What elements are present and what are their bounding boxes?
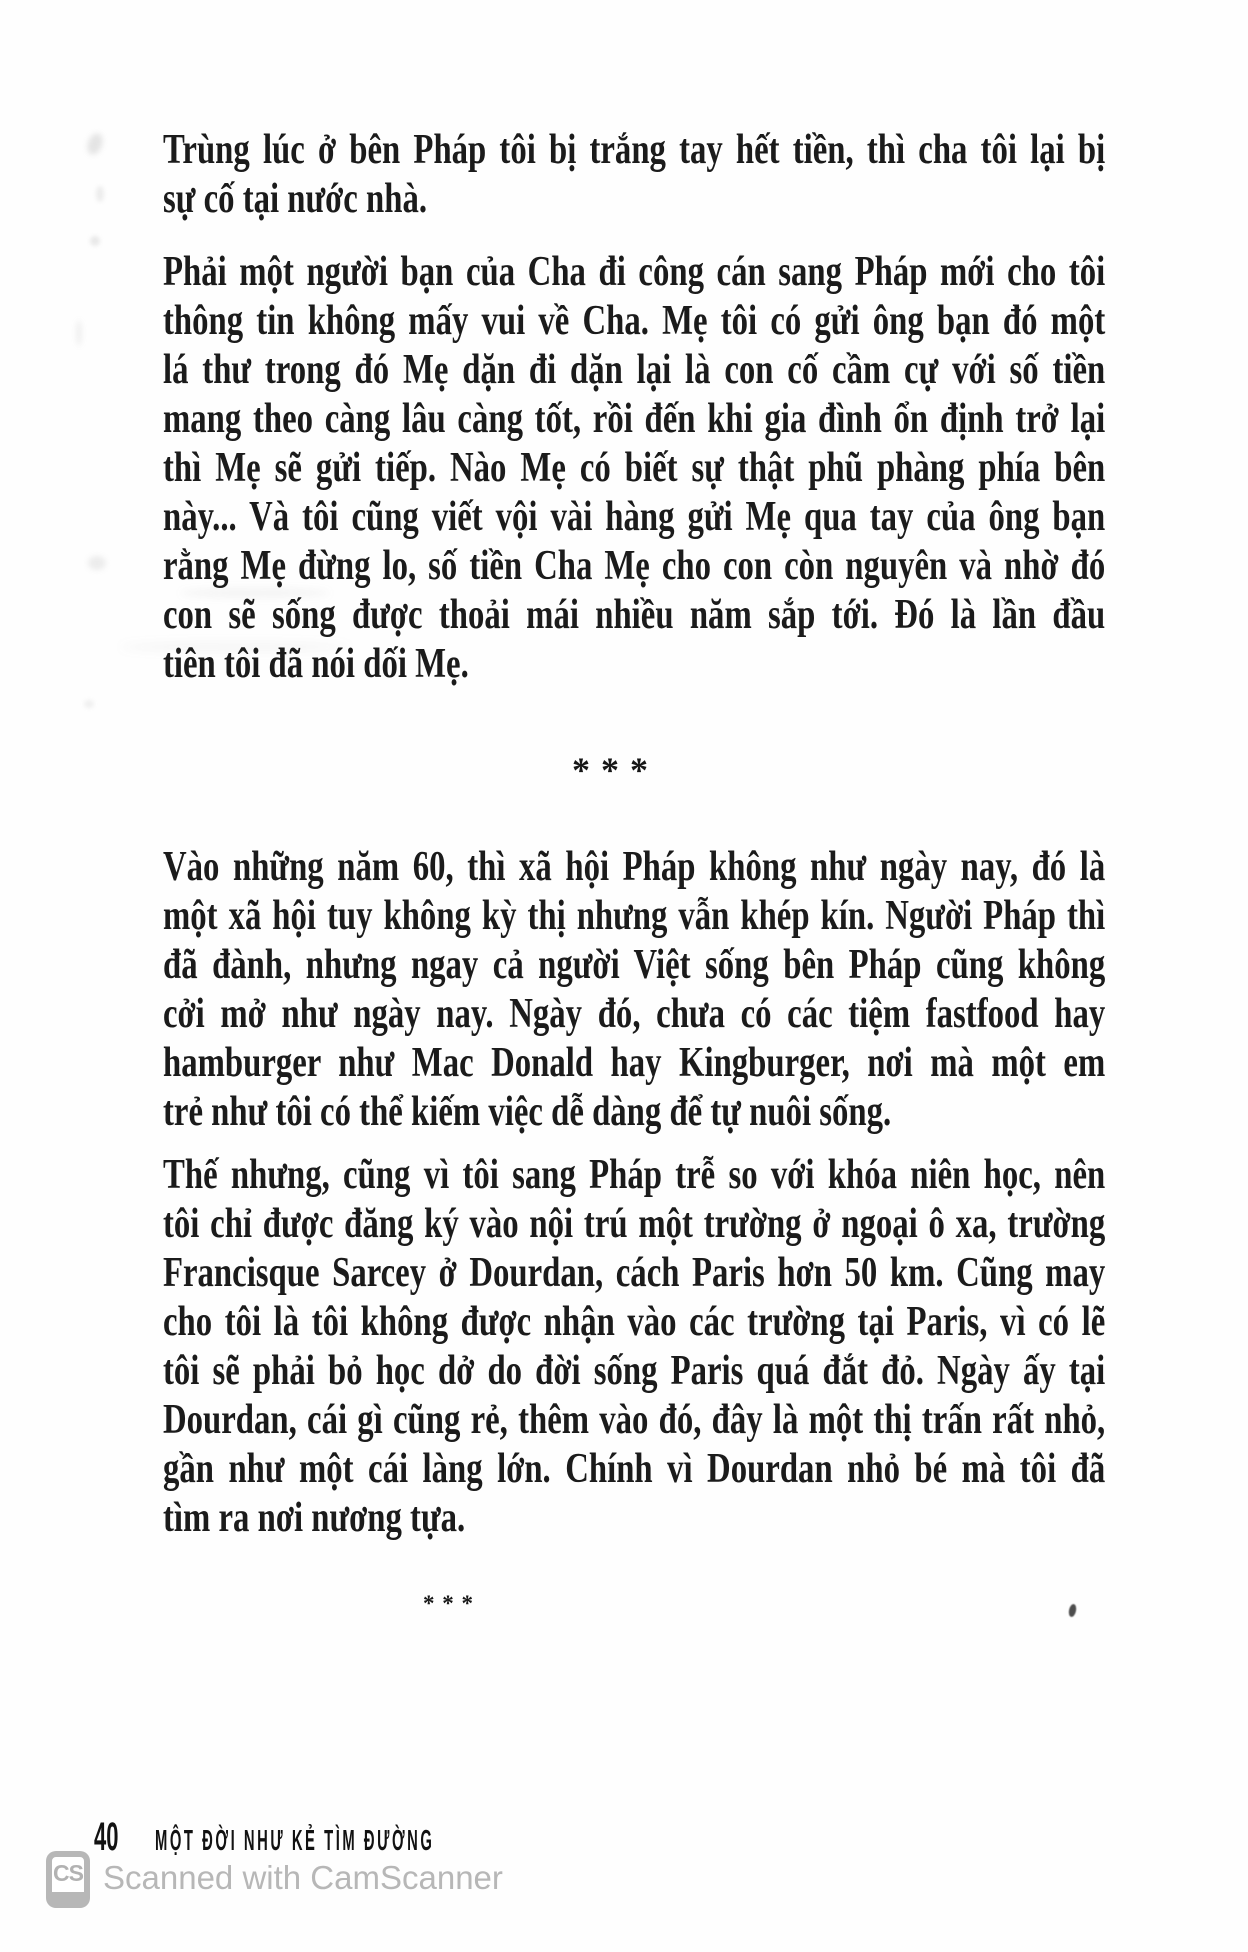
scan-artifact [76, 320, 82, 346]
text-line: con sẽ sống được thoải mái nhiều năm sắp tới. Đó là lần đầu [163, 592, 1106, 638]
page-number: 40 [94, 1815, 119, 1859]
text-line: cởi mở như ngày nay. Ngày đó, chưa có các tiệm fastfood hay [163, 991, 1106, 1037]
text-line: thì Mẹ sẽ gửi tiếp. Nào Mẹ có biết sự thật phũ phàng phía bên [163, 445, 1106, 491]
text-line: cho tôi là tôi không được nhận vào các trường tại Paris, vì có lẽ [163, 1299, 1106, 1345]
text-line: Trùng lúc ở bên Pháp tôi bị trắng tay hết tiền, thì cha tôi lại bị [163, 127, 1106, 173]
section-separator-asterisks: * * * [423, 1591, 474, 1616]
text-line: tôi chỉ được đăng ký vào nội trú một trường ở ngoại ô xa, trường [163, 1201, 1106, 1247]
text-line: Vào những năm 60, thì xã hội Pháp không như ngày nay, đó là [163, 844, 1106, 890]
scan-artifact [85, 131, 106, 156]
text-line: Phải một người bạn của Cha đi công cán sang Pháp mới cho tôi [163, 249, 1106, 295]
text-line: Thế nhưng, cũng vì tôi sang Pháp trễ so với khóa niên học, nên [163, 1152, 1106, 1198]
scan-artifact [88, 556, 106, 570]
scan-artifact [84, 700, 94, 708]
scan-artifact [90, 236, 100, 246]
text-line: mang theo càng lâu càng tốt, rồi đến khi gia đình ổn định trở lại [163, 396, 1106, 442]
text-line: tiên tôi đã nói dối Mẹ. [163, 641, 469, 687]
text-line: này... Và tôi cũng viết vội vài hàng gửi Mẹ qua tay của ông bạn [163, 494, 1106, 540]
camscanner-watermark-label: Scanned with CamScanner [103, 1859, 503, 1896]
text-line: thông tin không mấy vui về Cha. Mẹ tôi có gửi ông bạn đó một [163, 298, 1106, 344]
text-line: trẻ như tôi có thể kiếm việc dễ dàng để tự nuôi sống. [163, 1089, 892, 1135]
text-line: một xã hội tuy không kỳ thị nhưng vẫn khép kín. Người Pháp thì [163, 893, 1106, 939]
text-line: đã đành, nhưng ngay cả người Việt sống bên Pháp cũng không [163, 942, 1106, 988]
scan-artifact [96, 186, 104, 202]
paragraph [163, 248, 1248, 689]
paragraph [163, 843, 1248, 1137]
text-line: tôi sẽ phải bỏ học dở do đời sống Paris quá đắt đỏ. Ngày ấy tại [163, 1348, 1106, 1394]
paragraph [163, 1151, 1248, 1543]
text-line: Dourdan, cái gì cũng rẻ, thêm vào đó, đây là một thị trấn rất nhỏ, [163, 1397, 1106, 1443]
camscanner-logo-letters: CS [53, 1860, 83, 1886]
camscanner-logo-icon [46, 1851, 90, 1908]
text-line: lá thư trong đó Mẹ dặn đi dặn lại là con cố cầm cự với số tiền [163, 347, 1106, 393]
text-line: sự cố tại nước nhà. [163, 176, 428, 222]
text-line: tìm ra nơi nương tựa. [163, 1495, 466, 1541]
paragraph [163, 126, 1248, 224]
scan-artifact-ink-speck [1068, 1603, 1078, 1617]
text-line: rằng Mẹ đừng lo, số tiền Cha Mẹ cho con còn nguyên và nhờ đó [163, 543, 1106, 589]
text-line: hamburger như Mac Donald hay Kingburger, nơi mà một em [163, 1040, 1106, 1086]
text-line: Francisque Sarcey ở Dourdan, cách Paris hơn 50 km. Cũng may [163, 1250, 1106, 1296]
section-separator-asterisks: * * * [572, 750, 649, 790]
text-line: gần như một cái làng lớn. Chính vì Dourdan nhỏ bé mà tôi đã [163, 1446, 1106, 1492]
book-title-running-footer: MỘT ĐỜI NHƯ KẺ TÌM ĐƯỜNG [155, 1825, 435, 1857]
